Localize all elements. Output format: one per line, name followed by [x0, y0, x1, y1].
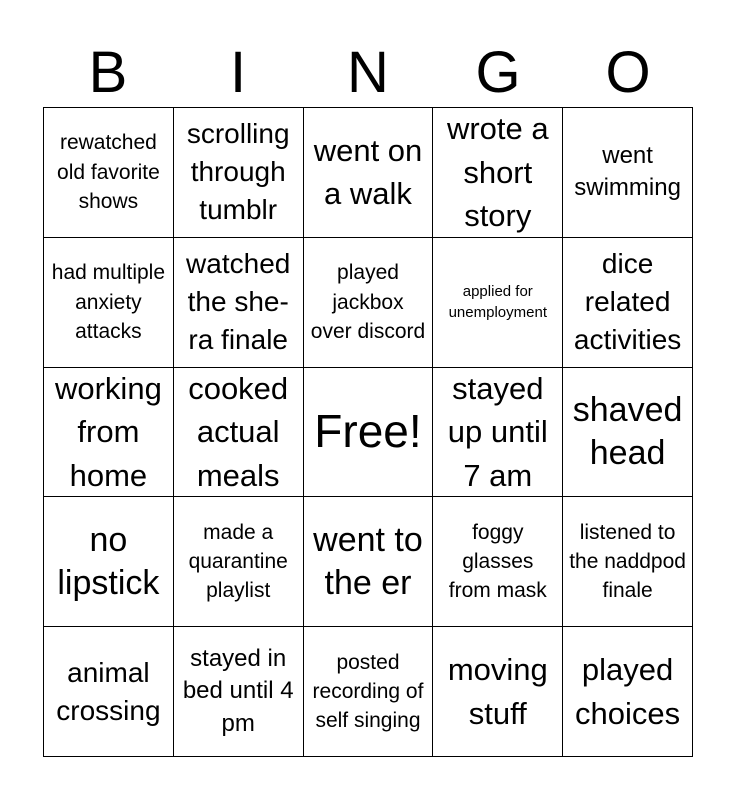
cell-text: dice related activities: [573, 248, 682, 356]
cell-text: made a quarantine playlist: [188, 520, 288, 603]
cell-text: watched the she-ra finale: [186, 248, 291, 356]
bingo-cell[interactable]: [563, 368, 693, 498]
bingo-cell[interactable]: [174, 238, 304, 368]
bingo-cell[interactable]: [433, 497, 563, 627]
cell-text: went swimming: [574, 142, 681, 202]
header-letter-i: I: [229, 40, 247, 105]
cell-text: moving stuff: [447, 652, 548, 731]
bingo-cell[interactable]: [304, 238, 434, 368]
header-letter-o: O: [605, 40, 651, 105]
bingo-cell[interactable]: [433, 627, 563, 757]
free-space-text: Free!: [314, 405, 422, 458]
cell-text: shaved head: [572, 391, 683, 472]
bingo-cell[interactable]: [174, 368, 304, 498]
bingo-cell[interactable]: [44, 238, 174, 368]
cell-text: scrolling through tumblr: [186, 118, 290, 226]
bingo-cell[interactable]: [174, 627, 304, 757]
cell-text: wrote a short story: [446, 111, 549, 234]
cell-text: listened to the naddpod finale: [569, 520, 686, 603]
bingo-cell[interactable]: [304, 497, 434, 627]
cell-text: stayed up until 7 am: [447, 370, 548, 493]
bingo-cell[interactable]: [174, 497, 304, 627]
bingo-cell[interactable]: [44, 108, 174, 238]
bingo-cell[interactable]: [433, 238, 563, 368]
cell-text: cooked actual meals: [188, 370, 289, 493]
cell-text: had multiple anxiety attacks: [51, 261, 166, 343]
bingo-cell[interactable]: [433, 108, 563, 238]
bingo-card: [43, 107, 693, 757]
bingo-cell[interactable]: [433, 368, 563, 498]
cell-text: animal crossing: [56, 656, 161, 726]
bingo-cell[interactable]: [304, 108, 434, 238]
cell-text: posted recording of self singing: [312, 650, 424, 733]
cell-text: applied for unemployment: [448, 283, 547, 322]
bingo-cell[interactable]: [44, 497, 174, 627]
cell-text: played jackbox over discord: [310, 261, 426, 343]
bingo-cell[interactable]: [563, 497, 693, 627]
header-letter-n: N: [347, 40, 389, 105]
bingo-header: [43, 40, 693, 106]
cell-text: played choices: [575, 652, 681, 731]
bingo-cell[interactable]: [563, 627, 693, 757]
cell-text: no lipstick: [57, 520, 160, 602]
cell-text: went on a walk: [313, 133, 423, 212]
bingo-cell[interactable]: [563, 238, 693, 368]
cell-text: foggy glasses from mask: [448, 520, 547, 603]
cell-text: working from home: [54, 370, 162, 493]
bingo-cell[interactable]: [174, 108, 304, 238]
bingo-cell[interactable]: [44, 627, 174, 757]
bingo-cell[interactable]: [563, 108, 693, 238]
free-space[interactable]: [304, 368, 434, 498]
bingo-cell[interactable]: [44, 368, 174, 498]
cell-text: rewatched old favorite shows: [57, 131, 160, 214]
header-letter-b: B: [88, 40, 128, 105]
header-letter-g: G: [475, 40, 521, 105]
cell-text: went to the er: [313, 520, 423, 602]
bingo-cell[interactable]: [304, 627, 434, 757]
cell-text: stayed in bed until 4 pm: [182, 645, 294, 737]
